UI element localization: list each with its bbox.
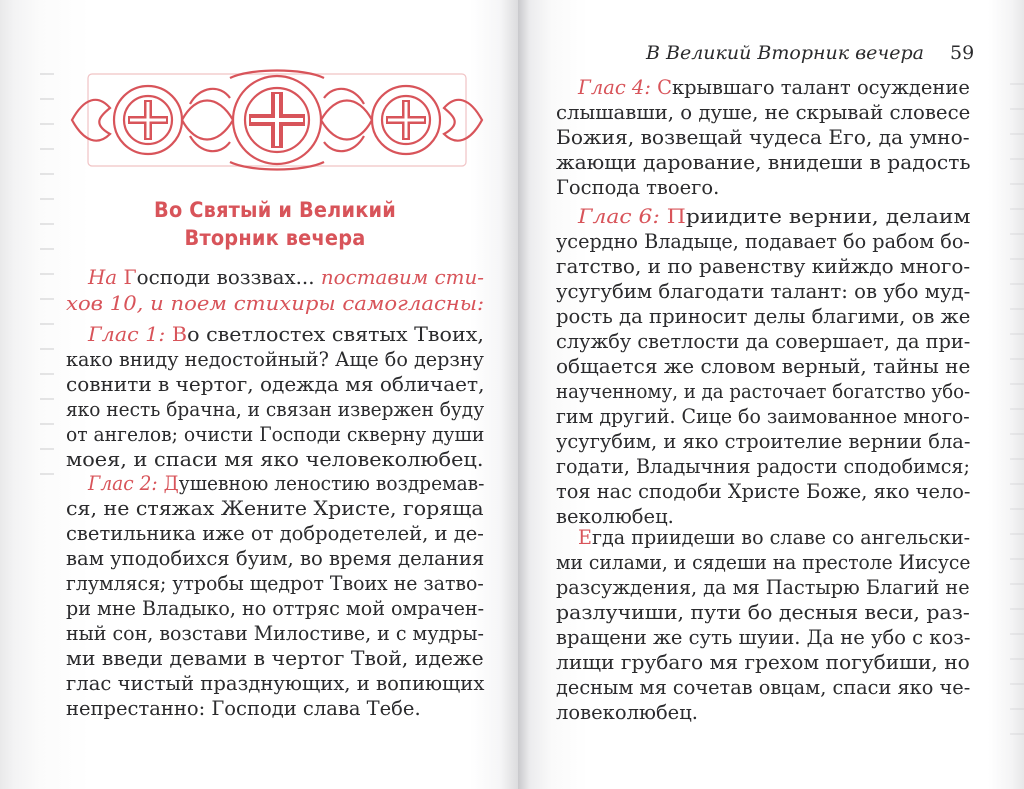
egda-line-2: ми силами, и сядеши на престоле Иисусе bbox=[556, 551, 971, 574]
glas2-initial: Д bbox=[163, 472, 179, 495]
rubric-rest-1: поставим сти- bbox=[320, 266, 484, 289]
glas1-line-1: Глас 1: Во светлостех святых Твоих, bbox=[88, 323, 484, 346]
glas4-initial: С bbox=[657, 76, 672, 99]
glas1-line-6: моея, и спаси мя яко человеколюбец. bbox=[66, 448, 484, 471]
glas1-line-3: совнити в чертог, одежда мя обличает, bbox=[66, 373, 485, 396]
page-number: 59 bbox=[950, 42, 975, 64]
glas6-line-13: веколюбец. bbox=[556, 505, 674, 528]
glas1-line-5: от ангелов; очисти Господи скверну души bbox=[66, 423, 485, 446]
right-page bbox=[518, 0, 1024, 789]
glas2-line-10: непрестанно: Господи слава Тебе. bbox=[66, 697, 421, 720]
glas6-line-9: гим другий. Сице бо заимованное много- bbox=[556, 405, 970, 428]
glas6-line-1: Глас 6: Приидите вернии, делаим bbox=[578, 205, 971, 228]
glas2-line-9: глас чистый празднующих, и вопиющих bbox=[66, 672, 485, 695]
egda-line-6: лищи грубаго мя грехом погубиши, но bbox=[556, 651, 970, 674]
egda-line-4: разлучиши, пути бо десныя веси, раз- bbox=[556, 601, 970, 624]
glas1-initial: В bbox=[171, 323, 188, 346]
glas2-label: Глас 2: bbox=[88, 472, 158, 495]
egda-line-8: ловеколюбец. bbox=[556, 701, 698, 724]
egda-line-1: Егда приидеши во славе со ангельски- bbox=[578, 526, 971, 549]
glas2-line-8: ми введи девами в чертог Твой, идеже bbox=[66, 647, 484, 670]
glas6-line-3: гатство, и по равенству кийждо много- bbox=[556, 255, 971, 278]
bleed-through-text bbox=[1006, 60, 1024, 740]
rubric-initial: Г bbox=[123, 266, 137, 289]
glas6-line-5: рость да приносит делы благими, ов же bbox=[556, 305, 971, 328]
glas4-label: Глас 4: bbox=[578, 76, 651, 99]
ornamental-headpiece bbox=[70, 64, 484, 176]
rubric-na: На bbox=[88, 266, 118, 289]
glas2-line-6: ри мне Владыко, но оттряс мой омрачен- bbox=[66, 597, 485, 620]
glas6-line-10: усугубим, и яко строителие вернии бла- bbox=[556, 430, 971, 453]
glas1-label: Глас 1: bbox=[88, 323, 166, 346]
glas6-line-2: усердно Владыце, подавает бо рабом бо- bbox=[556, 230, 970, 253]
egda-initial: Е bbox=[578, 526, 592, 549]
service-title-line-1: Во Святый и Великий bbox=[154, 198, 396, 222]
glas1-line-2: како вниду недостойный? Аще бо дерзну bbox=[66, 348, 484, 371]
glas6-line-8: наученному, и да расточает богатство убо- bbox=[556, 380, 971, 403]
glas6-line-6: службу светлости да совершает, да при- bbox=[556, 330, 971, 353]
glas4-line-4: жающи дарование, внидеши в радость bbox=[556, 151, 971, 174]
glas2-line-2: ся, не стяжах Жените Христе, горяща bbox=[66, 497, 484, 520]
glas2-line-3: светильника иже от добродетелей, и де- bbox=[66, 522, 484, 545]
rubric-gospodi: осподи воззвах... bbox=[136, 266, 315, 289]
glas2-line-5: глумляся; утробы щедрот Твоих не затво- bbox=[66, 572, 484, 595]
glas6-line-11: годати, Владычния радости сподобимся; bbox=[556, 455, 970, 478]
glas6-line-7: общается же словом верный, тайны не bbox=[556, 355, 971, 378]
running-head: В Великий Вторник вечера bbox=[646, 42, 924, 64]
glas6-initial: П bbox=[666, 205, 686, 228]
glas6-line-12: тоя нас сподоби Христе Боже, яко чело- bbox=[556, 480, 971, 503]
egda-line-3: разсуждения, да мя Пастырю Благий не bbox=[556, 576, 970, 599]
glas6-line-4: усугубим благодати талант: ов убо муд- bbox=[556, 280, 971, 303]
glas1-line-4: яко несть брачна, и связан извержен буду bbox=[66, 398, 485, 421]
service-title-line-2: Вторник вечера bbox=[184, 226, 366, 250]
rubric-line-2: хов 10, и поем стихиры самогласны: bbox=[66, 292, 485, 315]
glas2-line-1: Глас 2: Душевною леностию воздремав- bbox=[88, 472, 485, 495]
egda-line-5: вращени же суть шуии. Да не убо с коз- bbox=[556, 626, 971, 649]
bleed-through-text bbox=[0, 50, 60, 480]
glas4-line-5: Господа твоего. bbox=[556, 176, 720, 199]
rubric-line-1 bbox=[88, 266, 484, 289]
glas6-label: Глас 6: bbox=[578, 205, 660, 228]
glas4-line-1: Глас 4: Скрывшаго талант осуждение bbox=[578, 76, 970, 99]
glas2-line-7: ный сон, возстави Милостиве, и с мудры- bbox=[66, 622, 484, 645]
egda-line-7: десным мя сочетав овцам, спаси яко че- bbox=[556, 676, 971, 699]
glas2-line-4: вам уподобихся буим, во время делания bbox=[66, 547, 485, 570]
glas4-line-3: Божия, возвещай чудеса Его, да умно- bbox=[556, 126, 970, 149]
glas4-line-2: слышавши, о душе, не скрывай словесе bbox=[556, 101, 971, 124]
